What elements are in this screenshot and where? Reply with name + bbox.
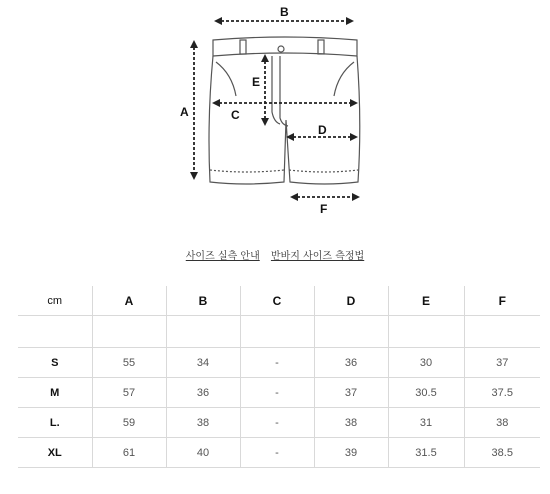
header-f: F <box>464 286 540 316</box>
caption-size-guide: 사이즈 실측 안내 <box>185 251 260 262</box>
caption-measure-method: 반바지 사이즈 측정법 <box>270 251 365 262</box>
value-cell: - <box>240 438 314 468</box>
value-cell: 37 <box>314 378 388 408</box>
shorts-measurement-diagram <box>0 0 550 220</box>
value-cell: 37 <box>464 348 540 378</box>
table-row <box>18 408 540 438</box>
value-cell: 40 <box>166 438 240 468</box>
header-d: D <box>314 286 388 316</box>
label-c: C <box>231 108 240 122</box>
value-cell: 30.5 <box>388 378 464 408</box>
value-cell: 38 <box>314 408 388 438</box>
table-row <box>18 438 540 468</box>
value-cell: - <box>240 378 314 408</box>
size-cell: L. <box>18 408 92 438</box>
header-a: A <box>92 286 166 316</box>
value-cell: 36 <box>166 378 240 408</box>
header-b: B <box>166 286 240 316</box>
label-f: F <box>320 202 328 216</box>
value-cell: 55 <box>92 348 166 378</box>
table-header-row <box>18 286 540 316</box>
value-cell: 39 <box>314 438 388 468</box>
arrowheads <box>190 17 360 201</box>
label-a: A <box>180 105 189 119</box>
value-cell: 36 <box>314 348 388 378</box>
size-cell: M <box>18 378 92 408</box>
value-cell: 34 <box>166 348 240 378</box>
value-cell: 38.5 <box>464 438 540 468</box>
value-cell: 59 <box>92 408 166 438</box>
size-table <box>18 286 540 468</box>
header-c: C <box>240 286 314 316</box>
label-b: B <box>280 5 289 19</box>
value-cell: 61 <box>92 438 166 468</box>
value-cell: - <box>240 408 314 438</box>
table-row <box>18 378 540 408</box>
label-e: E <box>252 75 261 89</box>
value-cell: 57 <box>92 378 166 408</box>
table-row <box>18 348 540 378</box>
label-d: D <box>318 123 327 137</box>
value-cell: 31 <box>388 408 464 438</box>
table-spacer-row <box>18 316 540 348</box>
value-cell: 37.5 <box>464 378 540 408</box>
value-cell: 38 <box>166 408 240 438</box>
value-cell: - <box>240 348 314 378</box>
value-cell: 38 <box>464 408 540 438</box>
header-e: E <box>388 286 464 316</box>
value-cell: 30 <box>388 348 464 378</box>
size-cell: S <box>18 348 92 378</box>
value-cell: 31.5 <box>388 438 464 468</box>
header-unit: cm <box>18 286 92 316</box>
size-guide-caption <box>0 247 550 262</box>
size-cell: XL <box>18 438 92 468</box>
